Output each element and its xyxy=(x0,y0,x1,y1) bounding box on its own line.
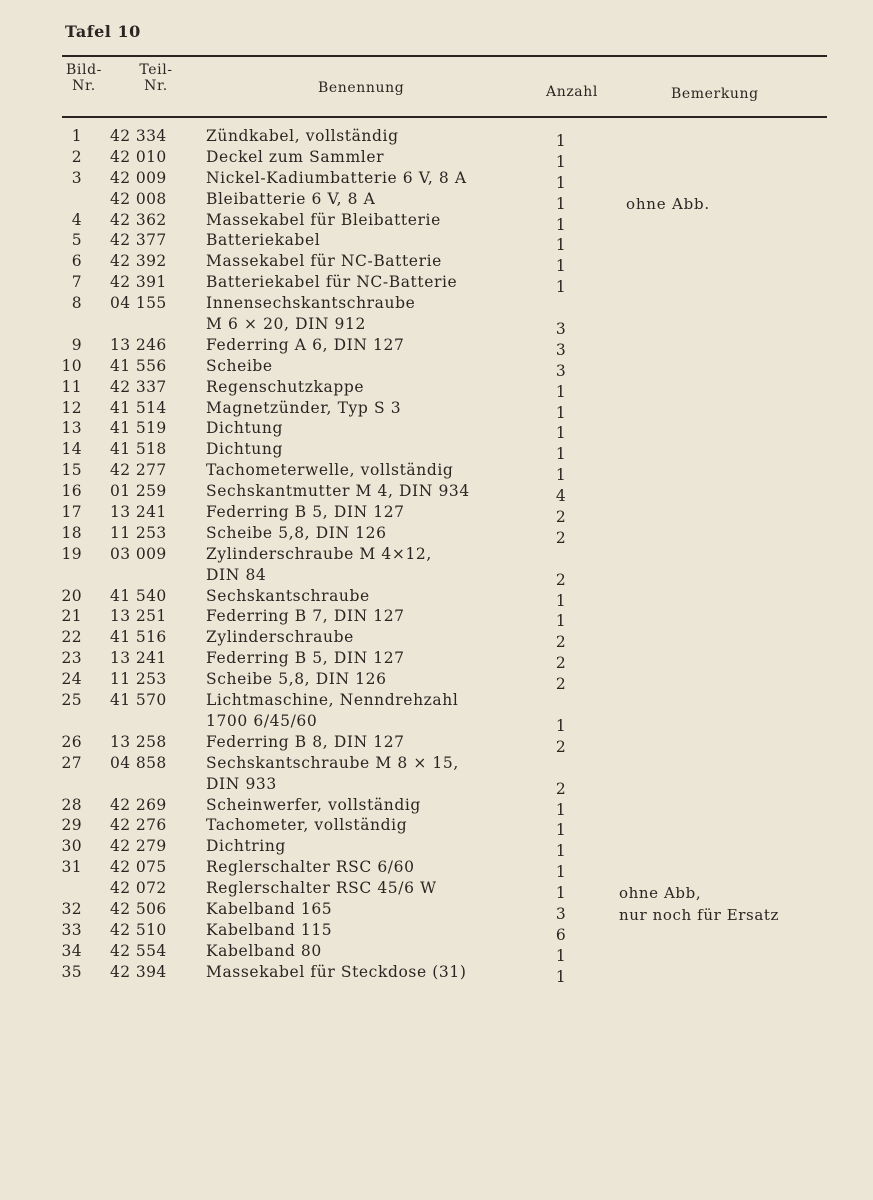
teil-nr-cell: 42 362 xyxy=(110,210,167,229)
benennung-cell: Sechskantmutter M 4, DIN 934 xyxy=(206,482,470,501)
benennung-cell: Zündkabel, vollständig xyxy=(206,127,399,145)
anzahl-cell: 1 xyxy=(555,591,567,610)
teil-nr-cell: 13 241 xyxy=(110,503,167,522)
teil-nr-cell: 42 334 xyxy=(110,127,167,145)
benennung-cell: Massekabel für NC-Batterie xyxy=(206,252,442,271)
bild-nr-cell: 14 xyxy=(61,440,82,459)
table-row xyxy=(0,711,873,735)
anzahl-cell: 1 xyxy=(555,403,567,422)
anzahl-cell: 3 xyxy=(555,904,567,923)
header-teil-line1: Teil- xyxy=(139,62,173,78)
teil-nr-cell: 13 258 xyxy=(110,732,167,751)
benennung-cell: Batteriekabel für NC-Batterie xyxy=(206,273,458,292)
anzahl-cell: 1 xyxy=(555,821,567,840)
anzahl-cell: 2 xyxy=(555,528,567,547)
remark-ohne-abb-2: ohne Abb, xyxy=(619,884,702,902)
table-row xyxy=(0,669,873,694)
anzahl-cell: 1 xyxy=(555,884,567,903)
teil-nr-cell: 42 075 xyxy=(110,858,167,877)
teil-nr-cell: 42 377 xyxy=(110,231,167,250)
anzahl-cell: 1 xyxy=(555,257,567,276)
benennung-cell: Zylinderschraube xyxy=(206,628,354,647)
anzahl-cell: 1 xyxy=(555,842,567,861)
teil-nr-cell: 42 010 xyxy=(110,147,167,166)
bild-nr-cell: 24 xyxy=(61,670,82,689)
table-row xyxy=(0,544,873,565)
table-row xyxy=(0,753,873,774)
bild-nr-cell: 22 xyxy=(61,628,82,647)
benennung-cell: Massekabel für Steckdose (31) xyxy=(206,962,467,981)
benennung-cell: Batteriekabel xyxy=(206,231,321,250)
anzahl-cell: 1 xyxy=(555,236,567,255)
teil-nr-cell: 42 391 xyxy=(110,273,167,292)
table-row xyxy=(0,627,873,652)
teil-nr-cell: 04 155 xyxy=(110,294,167,313)
benennung-cell: Lichtmaschine, Nenndrehzahl xyxy=(206,691,459,710)
bild-nr-cell: 19 xyxy=(61,544,82,563)
table-row xyxy=(0,418,873,443)
bild-nr-cell: 26 xyxy=(61,732,82,751)
benennung-cell: Tachometer, vollständig xyxy=(206,816,408,835)
bild-nr-cell: 31 xyxy=(61,858,82,877)
bild-nr-cell: 30 xyxy=(61,837,82,856)
benennung-cell: Tachometerwelle, vollständig xyxy=(206,461,454,480)
table-row xyxy=(0,314,873,339)
bild-nr-cell: 34 xyxy=(61,941,82,960)
anzahl-cell: 1 xyxy=(555,445,567,464)
bild-nr-cell: 27 xyxy=(61,753,82,772)
bild-nr-cell: 13 xyxy=(61,419,82,438)
anzahl-cell: 1 xyxy=(555,466,567,485)
anzahl-cell: 1 xyxy=(555,194,567,213)
bild-nr-cell: 29 xyxy=(61,816,82,835)
remark-nur-ersatz: nur noch für Ersatz xyxy=(619,906,780,924)
table-row xyxy=(0,335,873,359)
teil-nr-cell: 42 337 xyxy=(110,377,167,396)
teil-nr-cell: 42 506 xyxy=(110,899,167,918)
teil-nr-cell: 42 279 xyxy=(110,837,167,856)
header-anzahl: Anzahl xyxy=(546,84,598,100)
table-row xyxy=(0,586,873,610)
table-row xyxy=(0,210,873,234)
table-row xyxy=(0,502,873,527)
anzahl-cell: 2 xyxy=(555,570,567,589)
teil-nr-cell: 03 009 xyxy=(110,544,167,563)
header-benennung: Benennung xyxy=(318,80,405,96)
table-row xyxy=(0,377,873,401)
benennung-cell: Regenschutzkappe xyxy=(206,377,365,396)
anzahl-cell: 1 xyxy=(555,132,567,150)
header-teil-line2: Nr. xyxy=(144,78,168,94)
bild-nr-cell: 18 xyxy=(61,523,82,542)
benennung-cell: Reglerschalter RSC 45/6 W xyxy=(206,879,437,898)
teil-nr-cell: 41 516 xyxy=(110,628,167,647)
bild-nr-cell: 21 xyxy=(61,607,82,626)
table-row xyxy=(0,941,873,965)
table-row xyxy=(0,732,873,756)
table-row xyxy=(0,189,873,213)
benennung-cell: Scheinwerfer, vollständig xyxy=(206,795,421,814)
bild-nr-cell: 12 xyxy=(61,398,82,417)
benennung-cell: Innensechskantschraube xyxy=(206,294,416,313)
teil-nr-cell: 41 556 xyxy=(110,356,167,375)
bild-nr-cell: 6 xyxy=(71,252,82,271)
bild-nr-cell: 8 xyxy=(71,294,82,313)
header-bild-line1: Bild- xyxy=(66,62,102,78)
table-row xyxy=(0,857,873,882)
benennung-cell: Deckel zum Sammler xyxy=(206,147,385,166)
teil-nr-cell: 42 394 xyxy=(110,962,167,981)
table-row xyxy=(0,648,873,673)
table-row xyxy=(0,565,873,589)
anzahl-cell: 1 xyxy=(555,152,567,171)
bild-nr-cell: 23 xyxy=(61,649,82,668)
header-rule xyxy=(62,116,827,118)
benennung-cell: Dichtung xyxy=(206,419,283,438)
benennung-cell: Sechskantschraube xyxy=(206,586,370,605)
teil-nr-cell: 41 540 xyxy=(110,586,167,605)
benennung-cell: Nickel-Kadiumbatterie 6 V, 8 A xyxy=(206,168,467,187)
bild-nr-cell: 15 xyxy=(61,461,82,480)
teil-nr-cell: 42 269 xyxy=(110,795,167,814)
teil-nr-cell: 41 518 xyxy=(110,440,167,459)
anzahl-cell: 1 xyxy=(555,967,567,986)
table-row xyxy=(0,126,873,150)
benennung-cell: 1700 6/45/60 xyxy=(206,711,318,730)
table-row xyxy=(0,774,873,798)
table-row xyxy=(0,439,873,464)
table-row xyxy=(0,460,873,485)
benennung-cell: Kabelband 80 xyxy=(206,941,322,960)
table-row xyxy=(0,795,873,819)
table-row xyxy=(0,272,873,297)
top-rule xyxy=(62,55,827,57)
teil-nr-cell: 13 241 xyxy=(110,649,167,668)
header-bild-nr xyxy=(62,62,106,94)
teil-nr-cell: 11 253 xyxy=(110,523,167,542)
teil-nr-cell: 13 251 xyxy=(110,607,167,626)
bild-nr-cell: 2 xyxy=(71,147,82,166)
table-row xyxy=(0,147,873,171)
header-teil-nr xyxy=(134,62,178,94)
table-row xyxy=(0,690,873,711)
header-bild-line2: Nr. xyxy=(72,78,96,94)
bild-nr-cell: 9 xyxy=(71,335,82,354)
bild-nr-cell: 32 xyxy=(61,899,82,918)
anzahl-cell: 3 xyxy=(555,320,567,339)
benennung-cell: Sechskantschraube M 8 × 15, xyxy=(206,753,459,772)
anzahl-cell: 3 xyxy=(555,361,567,380)
bild-nr-cell: 33 xyxy=(61,920,82,939)
teil-nr-cell: 42 554 xyxy=(110,941,167,960)
anzahl-cell: 2 xyxy=(555,633,567,652)
teil-nr-cell: 41 514 xyxy=(110,398,167,417)
teil-nr-cell: 41 519 xyxy=(110,419,167,438)
table-row xyxy=(0,251,873,276)
benennung-cell: Bleibatterie 6 V, 8 A xyxy=(206,189,376,208)
benennung-cell: Zylinderschraube M 4×12, xyxy=(206,544,432,563)
bild-nr-cell: 7 xyxy=(71,273,82,292)
table-row xyxy=(0,878,873,903)
table-row xyxy=(0,356,873,380)
bild-nr-cell: 4 xyxy=(71,210,82,229)
benennung-cell: Kabelband 165 xyxy=(206,899,333,918)
anzahl-cell: 2 xyxy=(555,779,567,798)
table-row xyxy=(0,962,873,986)
anzahl-cell: 2 xyxy=(555,675,567,694)
table-row xyxy=(0,481,873,506)
anzahl-cell: 2 xyxy=(555,737,567,756)
benennung-cell: DIN 84 xyxy=(206,565,267,584)
table-row xyxy=(0,230,873,255)
benennung-cell: Federring B 8, DIN 127 xyxy=(206,732,405,751)
benennung-cell: Scheibe 5,8, DIN 126 xyxy=(206,523,387,542)
bild-nr-cell: 35 xyxy=(61,962,82,981)
benennung-cell: Federring A 6, DIN 127 xyxy=(206,335,405,354)
anzahl-cell: 2 xyxy=(555,654,567,673)
teil-nr-cell: 42 277 xyxy=(110,461,167,480)
bild-nr-cell: 16 xyxy=(61,482,82,501)
table-row xyxy=(0,168,873,192)
anzahl-cell: 4 xyxy=(555,487,567,506)
benennung-cell: Reglerschalter RSC 6/60 xyxy=(206,858,415,877)
page-title: Tafel 10 xyxy=(65,22,141,41)
header-bemerkung: Bemerkung xyxy=(671,86,759,102)
benennung-cell: Federring B 5, DIN 127 xyxy=(206,649,405,668)
bild-nr-cell: 28 xyxy=(61,795,82,814)
anzahl-cell: 6 xyxy=(555,925,567,944)
parts-table xyxy=(0,126,873,986)
anzahl-cell: 3 xyxy=(555,340,567,359)
teil-nr-cell: 42 276 xyxy=(110,816,167,835)
table-row xyxy=(0,836,873,861)
anzahl-cell: 1 xyxy=(555,278,567,297)
teil-nr-cell: 42 392 xyxy=(110,252,167,271)
teil-nr-cell: 42 009 xyxy=(110,168,167,187)
anzahl-cell: 1 xyxy=(555,800,567,819)
benennung-cell: Scheibe xyxy=(206,356,273,375)
bild-nr-cell: 11 xyxy=(61,377,82,396)
benennung-cell: Federring B 7, DIN 127 xyxy=(206,607,405,626)
teil-nr-cell: 11 253 xyxy=(110,670,167,689)
teil-nr-cell: 41 570 xyxy=(110,691,167,710)
table-row xyxy=(0,293,873,314)
benennung-cell: DIN 933 xyxy=(206,774,277,793)
anzahl-cell: 2 xyxy=(555,508,567,527)
bild-nr-cell: 10 xyxy=(61,356,82,375)
benennung-cell: M 6 × 20, DIN 912 xyxy=(206,315,366,334)
teil-nr-cell: 04 858 xyxy=(110,753,167,772)
table-row xyxy=(0,606,873,631)
table-row xyxy=(0,398,873,422)
anzahl-cell: 1 xyxy=(555,424,567,443)
teil-nr-cell: 42 510 xyxy=(110,920,167,939)
anzahl-cell: 1 xyxy=(555,215,567,234)
benennung-cell: Dichtung xyxy=(206,440,283,459)
anzahl-cell: 1 xyxy=(555,946,567,965)
bild-nr-cell: 25 xyxy=(61,691,82,710)
teil-nr-cell: 13 246 xyxy=(110,335,167,354)
teil-nr-cell: 01 259 xyxy=(110,482,167,501)
teil-nr-cell: 42 072 xyxy=(110,879,167,898)
bild-nr-cell: 20 xyxy=(61,586,82,605)
table-row xyxy=(0,523,873,547)
table-row xyxy=(0,815,873,840)
benennung-cell: Kabelband 115 xyxy=(206,920,333,939)
benennung-cell: Massekabel für Bleibatterie xyxy=(206,210,441,229)
benennung-cell: Dichtring xyxy=(206,837,286,856)
benennung-cell: Magnetzünder, Typ S 3 xyxy=(206,398,402,417)
bild-nr-cell: 1 xyxy=(71,127,82,145)
bild-nr-cell: 5 xyxy=(71,231,82,250)
anzahl-cell: 1 xyxy=(555,863,567,882)
teil-nr-cell: 42 008 xyxy=(110,189,167,208)
remark-ohne-abb-1: ohne Abb. xyxy=(626,195,711,213)
benennung-cell: Scheibe 5,8, DIN 126 xyxy=(206,670,387,689)
anzahl-cell: 1 xyxy=(555,173,567,192)
anzahl-cell: 1 xyxy=(555,716,567,735)
bild-nr-cell: 3 xyxy=(71,168,82,187)
anzahl-cell: 1 xyxy=(555,382,567,401)
bild-nr-cell: 17 xyxy=(61,503,82,522)
benennung-cell: Federring B 5, DIN 127 xyxy=(206,503,405,522)
anzahl-cell: 1 xyxy=(555,612,567,631)
